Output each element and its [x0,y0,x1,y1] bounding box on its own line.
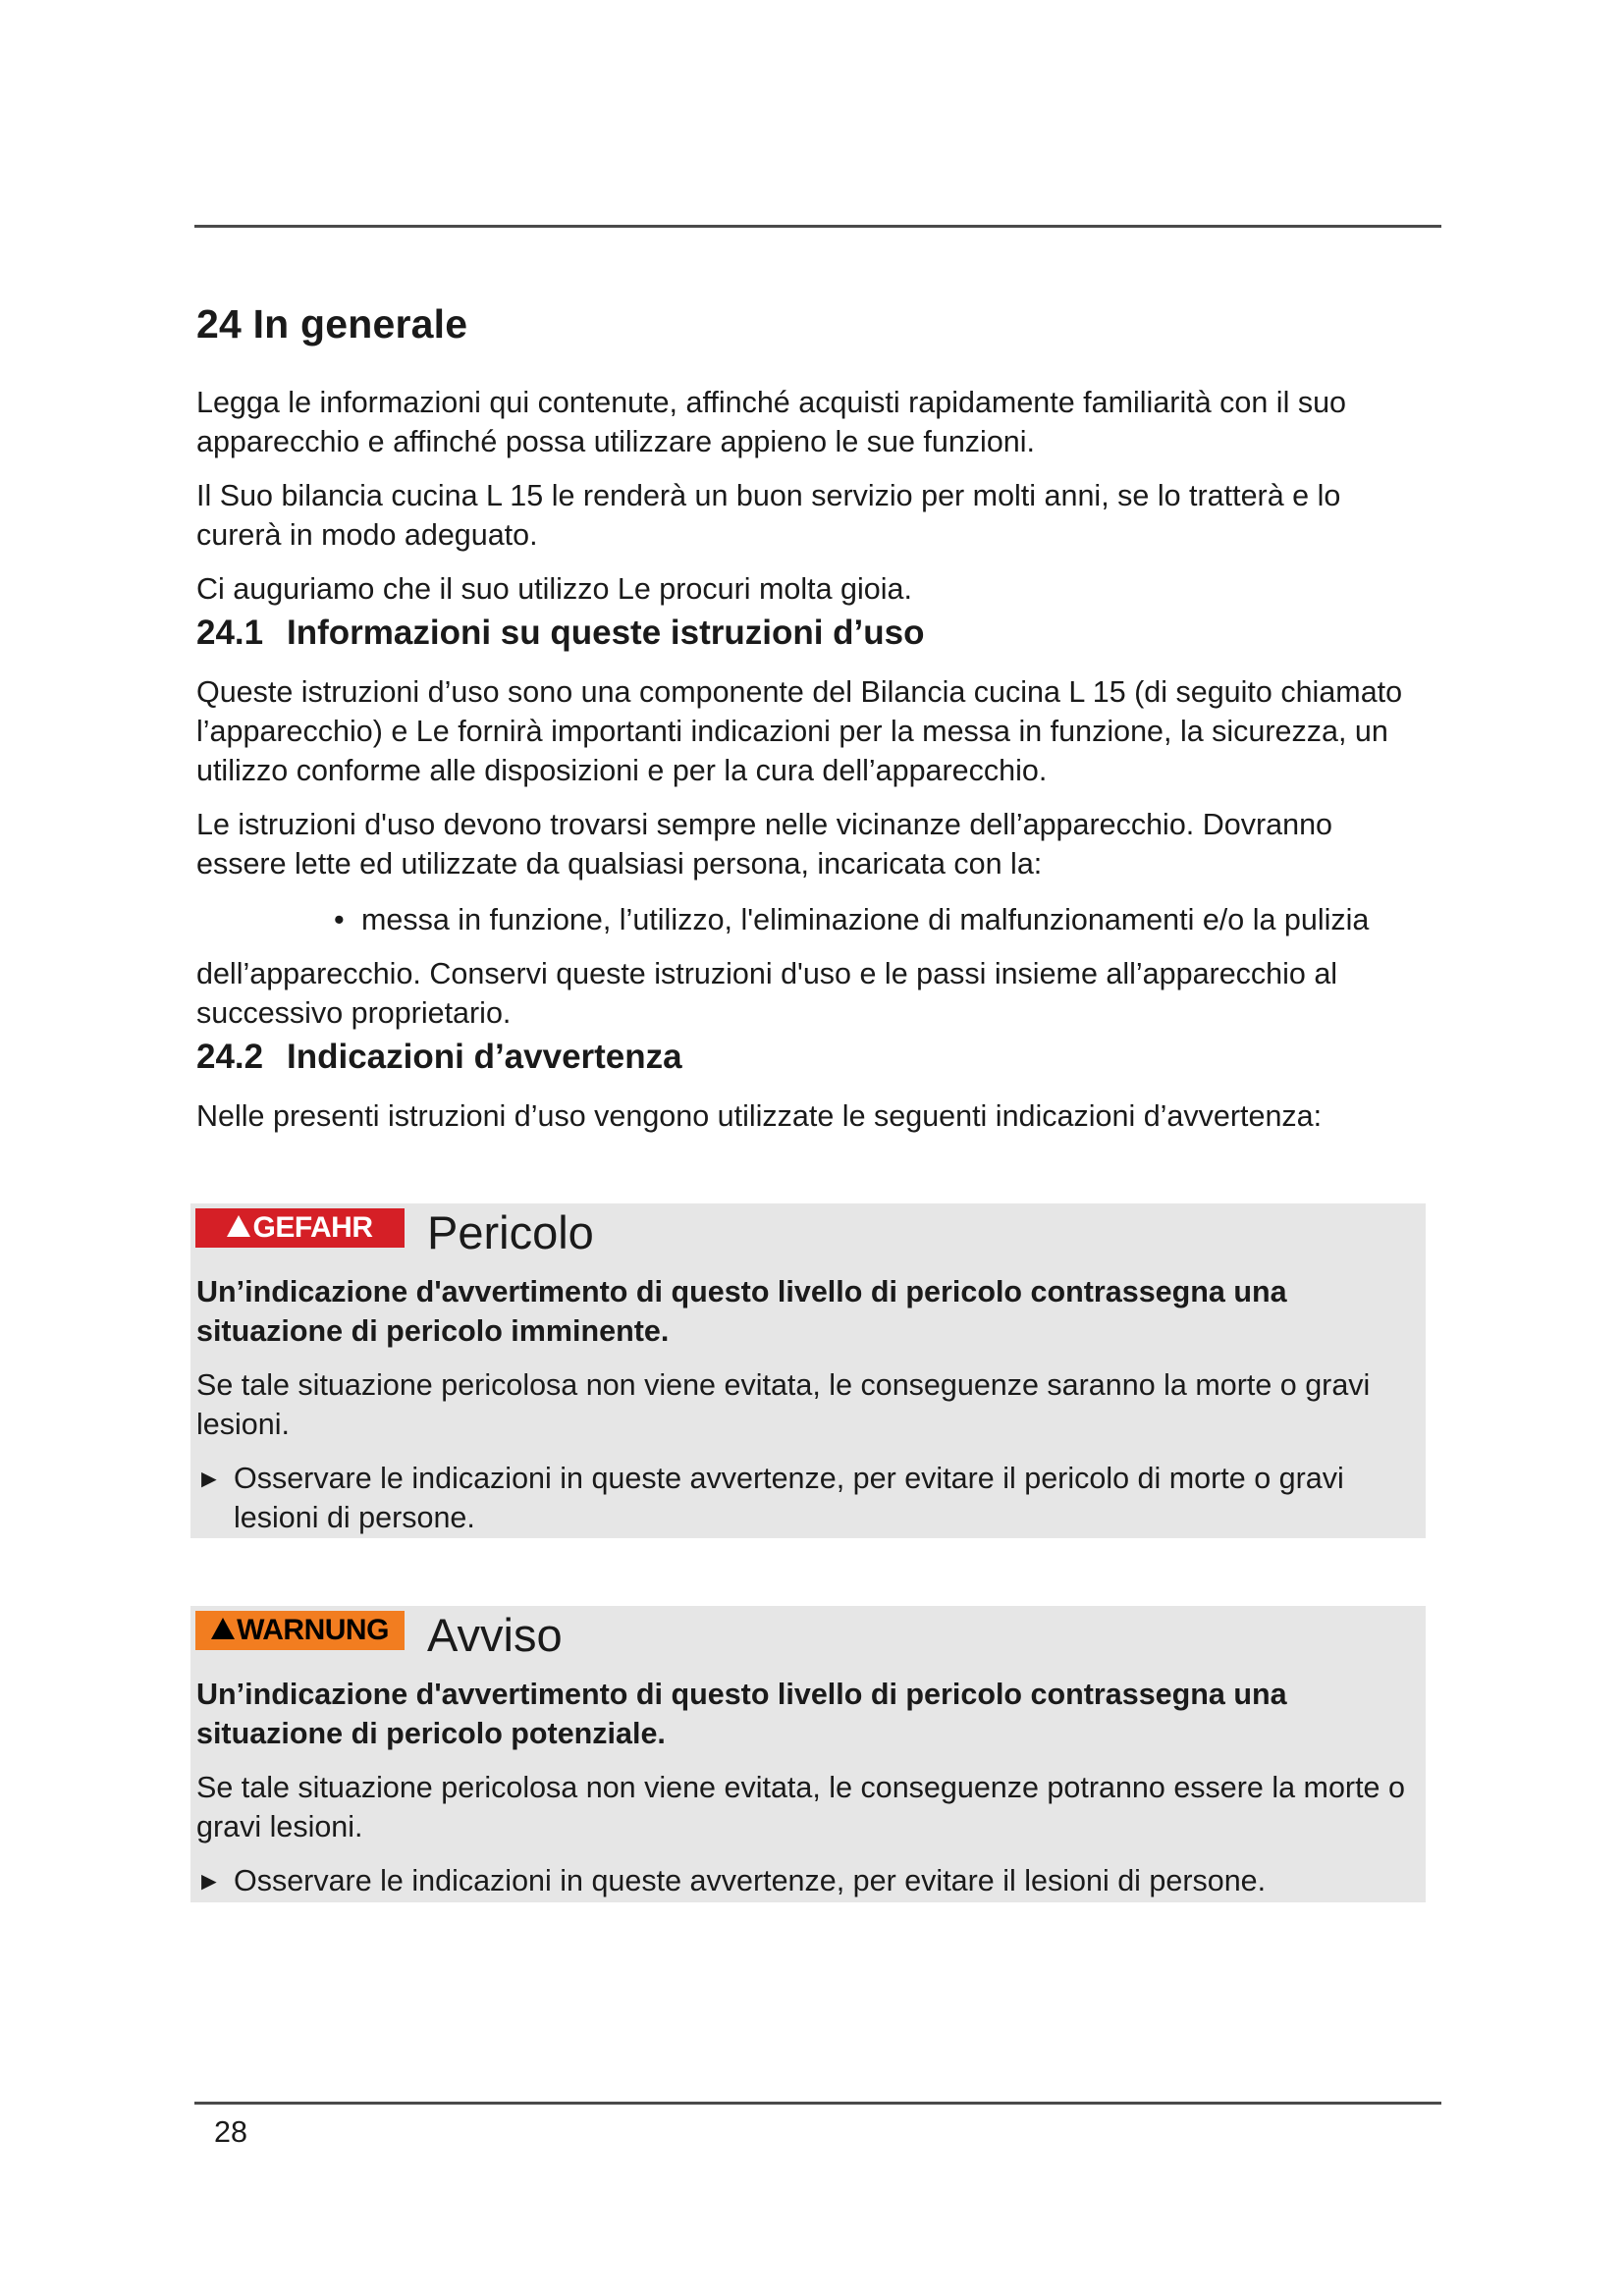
warning-action-text: Osservare le indicazioni in queste avvertenze, per evitare il lesioni di persone. [234,1864,1267,1897]
instructions-paragraph-3: dell’apparecchio. Conservi queste istruzioni d'uso e le passi insieme all’apparecchio al successivo proprietario. [196,957,1338,1030]
warning-consequence-text: Se tale situazione pericolosa non viene evitata, le conseguenze potranno essere la morte o gravi lesioni. [196,1771,1405,1843]
warning-badge [195,1611,405,1650]
footer-rule [194,2102,1441,2105]
warning-triangle-icon [211,1618,235,1639]
subsection-number: 24.2 [196,1038,264,1076]
danger-notice-box [190,1203,1426,1538]
danger-action [196,1459,1414,1537]
subsection-number: 24.1 [196,614,264,652]
bullet-icon: • [334,903,345,936]
main-content [196,294,1424,1136]
warning-triangle-icon [227,1215,250,1237]
warning-signal-word: Avviso [427,1609,563,1661]
arrow-right-icon: ► [196,1866,222,1896]
danger-badge [195,1208,405,1248]
danger-notice-body [196,1272,1414,1537]
warnings-intro: Nelle presenti istruzioni d’uso vengono utilizzate le seguenti indicazioni d’avvertenza: [196,1099,1323,1133]
danger-badge-label: GEFAHR [252,1211,373,1244]
warning-bold-text: Un’indicazione d'avvertimento di questo livello di pericolo contrassegna una situazione di pericolo potenziale. [196,1678,1287,1750]
page-number: 28 [214,2115,247,2149]
warning-notice-body [196,1675,1414,1900]
subsection-label: Informazioni su queste istruzioni d’uso [287,614,925,652]
header-rule [194,225,1441,228]
section-title: 24 In generale [196,301,468,347]
danger-bold-text: Un’indicazione d'avvertimento di questo livello di pericolo contrassegna una situazione di pericolo imminente. [196,1275,1287,1348]
instructions-paragraph-1: Queste istruzioni d’uso sono una componente del Bilancia cucina L 15 (di seguito chiamato l’apparecchio) e Le fornirà importanti indicazioni per la messa in funzione, la sicurezza, un utilizzo conforme alle disposizioni e per la cura dell’apparecchio. [196,675,1403,787]
danger-signal-word: Pericolo [427,1206,594,1258]
danger-action-text: Osservare le indicazioni in queste avvertenze, per evitare il pericolo di morte o gravi lesioni di persone. [234,1462,1344,1534]
section-paragraph-3: Ci auguriamo che il suo utilizzo Le procuri molta gioia. [196,572,912,606]
warning-notice-box [190,1606,1426,1902]
list-item [196,900,1424,939]
warning-action [196,1861,1414,1900]
arrow-right-icon: ► [196,1464,222,1493]
section-paragraph-1: Legga le informazioni qui contenute, affinché acquisti rapidamente familiarità con il suo apparecchio e affinché possa utilizzare appieno le sue funzioni. [196,386,1346,458]
section-paragraph-2: Il Suo bilancia cucina L 15 le renderà un buon servizio per molti anni, se lo tratterà e lo curerà in modo adeguato. [196,479,1341,552]
subsection-title-24-1 [196,609,1424,658]
danger-consequence-text: Se tale situazione pericolosa non viene evitata, le conseguenze saranno la morte o gravi lesioni. [196,1368,1371,1441]
instructions-paragraph-2: Le istruzioni d'uso devono trovarsi sempre nelle vicinanze dell’apparecchio. Dovranno essere lette ed utilizzate da qualsiasi persona, incaricata con la: [196,808,1332,881]
subsection-title-24-2 [196,1033,1424,1082]
warning-badge-label: WARNUNG [237,1614,389,1646]
subsection-label: Indicazioni d’avvertenza [287,1038,682,1076]
list-item-text: messa in funzione, l’utilizzo, l'eliminazione di malfunzionamenti e/o la pulizia [361,903,1370,936]
